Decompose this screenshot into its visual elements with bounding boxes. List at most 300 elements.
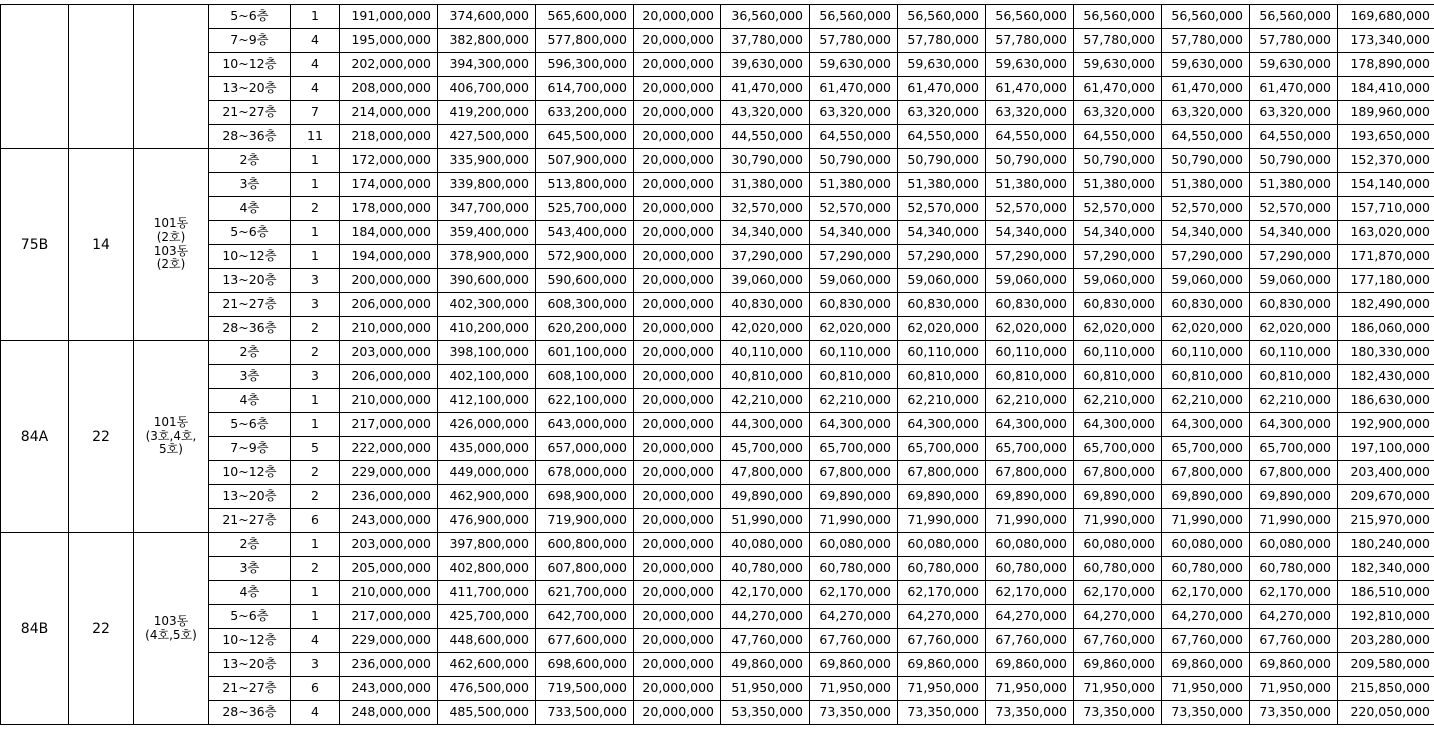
amount-cell: 57,780,000 [986, 29, 1074, 53]
amount-cell: 154,140,000 [1338, 173, 1434, 197]
amount-cell: 60,110,000 [1250, 341, 1338, 365]
amount-cell: 53,350,000 [721, 701, 810, 725]
amount-cell: 73,350,000 [898, 701, 986, 725]
table-row [1, 701, 1434, 725]
amount-cell: 398,100,000 [438, 341, 536, 365]
floor-cell: 13~20층 [209, 77, 291, 101]
amount-cell: 40,780,000 [721, 557, 810, 581]
amount-cell: 73,350,000 [986, 701, 1074, 725]
amount-cell: 406,700,000 [438, 77, 536, 101]
amount-cell: 69,890,000 [810, 485, 898, 509]
amount-cell: 178,890,000 [1338, 53, 1434, 77]
amount-cell: 44,270,000 [721, 605, 810, 629]
amount-cell: 169,680,000 [1338, 5, 1434, 29]
amount-cell: 203,280,000 [1338, 629, 1434, 653]
table-row [1, 53, 1434, 77]
table-row [1, 461, 1434, 485]
amount-cell: 359,400,000 [438, 221, 536, 245]
unit-type-cell: 75B [1, 149, 69, 341]
table-row [1, 293, 1434, 317]
amount-cell: 59,060,000 [1162, 269, 1250, 293]
floor-cell: 5~6층 [209, 221, 291, 245]
floor-cell: 10~12층 [209, 629, 291, 653]
amount-cell: 678,000,000 [536, 461, 634, 485]
table-row [1, 629, 1434, 653]
amount-cell: 54,340,000 [1162, 221, 1250, 245]
amount-cell: 52,570,000 [1250, 197, 1338, 221]
count-cell: 4 [291, 53, 340, 77]
floor-cell: 5~6층 [209, 605, 291, 629]
amount-cell: 60,780,000 [898, 557, 986, 581]
amount-cell: 191,000,000 [340, 5, 438, 29]
amount-cell: 426,000,000 [438, 413, 536, 437]
amount-cell: 42,020,000 [721, 317, 810, 341]
amount-cell: 69,890,000 [1250, 485, 1338, 509]
table-row [1, 221, 1434, 245]
amount-cell: 65,700,000 [1074, 437, 1162, 461]
amount-cell: 59,060,000 [898, 269, 986, 293]
building-cell [134, 533, 209, 725]
floor-cell: 5~6층 [209, 413, 291, 437]
amount-cell: 543,400,000 [536, 221, 634, 245]
amount-cell: 62,210,000 [1162, 389, 1250, 413]
amount-cell: 425,700,000 [438, 605, 536, 629]
amount-cell: 51,950,000 [721, 677, 810, 701]
amount-cell: 20,000,000 [634, 173, 721, 197]
amount-cell: 57,290,000 [810, 245, 898, 269]
amount-cell: 402,800,000 [438, 557, 536, 581]
amount-cell: 171,870,000 [1338, 245, 1434, 269]
amount-cell: 236,000,000 [340, 485, 438, 509]
amount-cell: 20,000,000 [634, 509, 721, 533]
amount-cell: 39,630,000 [721, 53, 810, 77]
amount-cell: 63,320,000 [810, 101, 898, 125]
unit-type-cell [1, 5, 69, 149]
table-row [1, 77, 1434, 101]
amount-cell: 71,990,000 [986, 509, 1074, 533]
count-cell: 4 [291, 629, 340, 653]
amount-cell: 61,470,000 [986, 77, 1074, 101]
amount-cell: 217,000,000 [340, 413, 438, 437]
amount-cell: 20,000,000 [634, 149, 721, 173]
table-row [1, 677, 1434, 701]
table-row [1, 653, 1434, 677]
amount-cell: 643,000,000 [536, 413, 634, 437]
floor-cell: 10~12층 [209, 245, 291, 269]
floor-cell: 21~27층 [209, 101, 291, 125]
floor-cell: 5~6층 [209, 5, 291, 29]
amount-cell: 217,000,000 [340, 605, 438, 629]
amount-cell: 210,000,000 [340, 317, 438, 341]
amount-cell: 61,470,000 [898, 77, 986, 101]
amount-cell: 67,800,000 [810, 461, 898, 485]
amount-cell: 69,860,000 [1162, 653, 1250, 677]
amount-cell: 642,700,000 [536, 605, 634, 629]
amount-cell: 335,900,000 [438, 149, 536, 173]
amount-cell: 61,470,000 [1162, 77, 1250, 101]
table-row [1, 413, 1434, 437]
unit-type-cell: 84A [1, 341, 69, 533]
amount-cell: 614,700,000 [536, 77, 634, 101]
count-cell: 3 [291, 365, 340, 389]
amount-cell: 69,860,000 [810, 653, 898, 677]
amount-cell: 44,550,000 [721, 125, 810, 149]
amount-cell: 698,900,000 [536, 485, 634, 509]
count-cell: 1 [291, 173, 340, 197]
amount-cell: 64,300,000 [1250, 413, 1338, 437]
building-label: 101동 [153, 215, 189, 230]
amount-cell: 397,800,000 [438, 533, 536, 557]
amount-cell: 184,410,000 [1338, 77, 1434, 101]
floor-cell: 4층 [209, 389, 291, 413]
amount-cell: 62,020,000 [1162, 317, 1250, 341]
amount-cell: 378,900,000 [438, 245, 536, 269]
amount-cell: 73,350,000 [810, 701, 898, 725]
amount-cell: 20,000,000 [634, 53, 721, 77]
amount-cell: 69,890,000 [1074, 485, 1162, 509]
amount-cell: 60,110,000 [1162, 341, 1250, 365]
floor-cell: 28~36층 [209, 701, 291, 725]
amount-cell: 20,000,000 [634, 77, 721, 101]
amount-cell: 419,200,000 [438, 101, 536, 125]
amount-cell: 60,080,000 [898, 533, 986, 557]
floor-cell: 3층 [209, 557, 291, 581]
floor-cell: 4층 [209, 197, 291, 221]
amount-cell: 60,080,000 [810, 533, 898, 557]
table-row [1, 389, 1434, 413]
amount-cell: 56,560,000 [1250, 5, 1338, 29]
count-cell: 2 [291, 317, 340, 341]
amount-cell: 390,600,000 [438, 269, 536, 293]
amount-cell: 719,500,000 [536, 677, 634, 701]
amount-cell: 20,000,000 [634, 389, 721, 413]
amount-cell: 20,000,000 [634, 461, 721, 485]
amount-cell: 64,270,000 [810, 605, 898, 629]
amount-cell: 51,380,000 [810, 173, 898, 197]
count-cell: 11 [291, 125, 340, 149]
amount-cell: 57,290,000 [1074, 245, 1162, 269]
amount-cell: 57,290,000 [1250, 245, 1338, 269]
unit-count-cell [69, 5, 134, 149]
amount-cell: 42,170,000 [721, 581, 810, 605]
amount-cell: 20,000,000 [634, 29, 721, 53]
amount-cell: 62,210,000 [810, 389, 898, 413]
amount-cell: 20,000,000 [634, 269, 721, 293]
amount-cell: 51,380,000 [1162, 173, 1250, 197]
price-table [0, 4, 1434, 725]
amount-cell: 64,550,000 [898, 125, 986, 149]
floor-cell: 7~9층 [209, 437, 291, 461]
amount-cell: 620,200,000 [536, 317, 634, 341]
amount-cell: 347,700,000 [438, 197, 536, 221]
amount-cell: 218,000,000 [340, 125, 438, 149]
amount-cell: 476,900,000 [438, 509, 536, 533]
amount-cell: 64,300,000 [810, 413, 898, 437]
count-cell: 4 [291, 701, 340, 725]
amount-cell: 56,560,000 [898, 5, 986, 29]
amount-cell: 40,830,000 [721, 293, 810, 317]
amount-cell: 733,500,000 [536, 701, 634, 725]
amount-cell: 20,000,000 [634, 365, 721, 389]
table-row [1, 29, 1434, 53]
table-row [1, 125, 1434, 149]
amount-cell: 645,500,000 [536, 125, 634, 149]
amount-cell: 189,960,000 [1338, 101, 1434, 125]
amount-cell: 20,000,000 [634, 5, 721, 29]
floor-cell: 13~20층 [209, 485, 291, 509]
amount-cell: 51,990,000 [721, 509, 810, 533]
amount-cell: 57,780,000 [1250, 29, 1338, 53]
amount-cell: 64,300,000 [986, 413, 1074, 437]
amount-cell: 56,560,000 [1162, 5, 1250, 29]
amount-cell: 50,790,000 [898, 149, 986, 173]
amount-cell: 65,700,000 [986, 437, 1074, 461]
amount-cell: 71,990,000 [1250, 509, 1338, 533]
table-row [1, 197, 1434, 221]
amount-cell: 525,700,000 [536, 197, 634, 221]
amount-cell: 71,950,000 [1250, 677, 1338, 701]
amount-cell: 412,100,000 [438, 389, 536, 413]
amount-cell: 177,180,000 [1338, 269, 1434, 293]
amount-cell: 209,580,000 [1338, 653, 1434, 677]
amount-cell: 50,790,000 [986, 149, 1074, 173]
amount-cell: 62,020,000 [1074, 317, 1162, 341]
amount-cell: 67,800,000 [898, 461, 986, 485]
count-cell: 1 [291, 245, 340, 269]
amount-cell: 64,550,000 [1162, 125, 1250, 149]
amount-cell: 51,380,000 [1250, 173, 1338, 197]
amount-cell: 59,630,000 [986, 53, 1074, 77]
amount-cell: 20,000,000 [634, 653, 721, 677]
amount-cell: 20,000,000 [634, 605, 721, 629]
floor-cell: 7~9층 [209, 29, 291, 53]
unit-count-cell: 22 [69, 533, 134, 725]
amount-cell: 67,800,000 [1074, 461, 1162, 485]
amount-cell: 60,110,000 [810, 341, 898, 365]
count-cell: 1 [291, 413, 340, 437]
amount-cell: 30,790,000 [721, 149, 810, 173]
amount-cell: 577,800,000 [536, 29, 634, 53]
amount-cell: 174,000,000 [340, 173, 438, 197]
count-cell: 5 [291, 437, 340, 461]
amount-cell: 69,890,000 [986, 485, 1074, 509]
table-row [1, 317, 1434, 341]
amount-cell: 20,000,000 [634, 701, 721, 725]
amount-cell: 20,000,000 [634, 293, 721, 317]
amount-cell: 178,000,000 [340, 197, 438, 221]
amount-cell: 40,110,000 [721, 341, 810, 365]
amount-cell: 20,000,000 [634, 533, 721, 557]
amount-cell: 59,630,000 [810, 53, 898, 77]
amount-cell: 62,170,000 [898, 581, 986, 605]
amount-cell: 608,100,000 [536, 365, 634, 389]
amount-cell: 182,340,000 [1338, 557, 1434, 581]
amount-cell: 69,860,000 [1074, 653, 1162, 677]
amount-cell: 65,700,000 [898, 437, 986, 461]
amount-cell: 382,800,000 [438, 29, 536, 53]
amount-cell: 60,110,000 [986, 341, 1074, 365]
amount-cell: 64,270,000 [1162, 605, 1250, 629]
table-row [1, 485, 1434, 509]
amount-cell: 60,830,000 [1162, 293, 1250, 317]
building-label: (2호) [156, 229, 186, 244]
amount-cell: 182,490,000 [1338, 293, 1434, 317]
amount-cell: 63,320,000 [898, 101, 986, 125]
amount-cell: 64,300,000 [1074, 413, 1162, 437]
amount-cell: 157,710,000 [1338, 197, 1434, 221]
amount-cell: 71,990,000 [810, 509, 898, 533]
amount-cell: 60,810,000 [1074, 365, 1162, 389]
amount-cell: 63,320,000 [986, 101, 1074, 125]
amount-cell: 52,570,000 [986, 197, 1074, 221]
amount-cell: 194,000,000 [340, 245, 438, 269]
amount-cell: 37,780,000 [721, 29, 810, 53]
amount-cell: 205,000,000 [340, 557, 438, 581]
amount-cell: 186,510,000 [1338, 581, 1434, 605]
amount-cell: 20,000,000 [634, 245, 721, 269]
amount-cell: 203,000,000 [340, 341, 438, 365]
amount-cell: 62,170,000 [810, 581, 898, 605]
floor-cell: 3층 [209, 365, 291, 389]
amount-cell: 427,500,000 [438, 125, 536, 149]
amount-cell: 719,900,000 [536, 509, 634, 533]
amount-cell: 57,780,000 [810, 29, 898, 53]
amount-cell: 243,000,000 [340, 509, 438, 533]
amount-cell: 73,350,000 [1074, 701, 1162, 725]
amount-cell: 206,000,000 [340, 293, 438, 317]
amount-cell: 64,300,000 [898, 413, 986, 437]
amount-cell: 63,320,000 [1162, 101, 1250, 125]
amount-cell: 41,470,000 [721, 77, 810, 101]
floor-cell: 13~20층 [209, 653, 291, 677]
amount-cell: 62,170,000 [986, 581, 1074, 605]
amount-cell: 61,470,000 [810, 77, 898, 101]
amount-cell: 195,000,000 [340, 29, 438, 53]
amount-cell: 339,800,000 [438, 173, 536, 197]
amount-cell: 163,020,000 [1338, 221, 1434, 245]
amount-cell: 193,650,000 [1338, 125, 1434, 149]
amount-cell: 206,000,000 [340, 365, 438, 389]
amount-cell: 20,000,000 [634, 125, 721, 149]
amount-cell: 20,000,000 [634, 437, 721, 461]
table-row [1, 245, 1434, 269]
table-row [1, 173, 1434, 197]
amount-cell: 62,170,000 [1162, 581, 1250, 605]
amount-cell: 203,400,000 [1338, 461, 1434, 485]
amount-cell: 214,000,000 [340, 101, 438, 125]
count-cell: 1 [291, 581, 340, 605]
amount-cell: 607,800,000 [536, 557, 634, 581]
table-row [1, 101, 1434, 125]
amount-cell: 180,240,000 [1338, 533, 1434, 557]
amount-cell: 622,100,000 [536, 389, 634, 413]
floor-cell: 2층 [209, 533, 291, 557]
amount-cell: 601,100,000 [536, 341, 634, 365]
amount-cell: 59,060,000 [986, 269, 1074, 293]
amount-cell: 62,020,000 [986, 317, 1074, 341]
count-cell: 2 [291, 197, 340, 221]
amount-cell: 67,760,000 [810, 629, 898, 653]
amount-cell: 462,600,000 [438, 653, 536, 677]
amount-cell: 60,810,000 [810, 365, 898, 389]
amount-cell: 411,700,000 [438, 581, 536, 605]
amount-cell: 50,790,000 [1162, 149, 1250, 173]
amount-cell: 60,080,000 [1074, 533, 1162, 557]
amount-cell: 56,560,000 [986, 5, 1074, 29]
amount-cell: 59,630,000 [898, 53, 986, 77]
amount-cell: 62,020,000 [810, 317, 898, 341]
amount-cell: 596,300,000 [536, 53, 634, 77]
amount-cell: 435,000,000 [438, 437, 536, 461]
amount-cell: 590,600,000 [536, 269, 634, 293]
amount-cell: 39,060,000 [721, 269, 810, 293]
amount-cell: 62,170,000 [1250, 581, 1338, 605]
table-row [1, 5, 1434, 29]
amount-cell: 60,110,000 [898, 341, 986, 365]
amount-cell: 52,570,000 [898, 197, 986, 221]
amount-cell: 698,600,000 [536, 653, 634, 677]
table-row [1, 533, 1434, 557]
amount-cell: 71,950,000 [1162, 677, 1250, 701]
amount-cell: 229,000,000 [340, 629, 438, 653]
amount-cell: 215,970,000 [1338, 509, 1434, 533]
amount-cell: 59,060,000 [810, 269, 898, 293]
amount-cell: 71,950,000 [986, 677, 1074, 701]
table-row [1, 605, 1434, 629]
amount-cell: 410,200,000 [438, 317, 536, 341]
amount-cell: 621,700,000 [536, 581, 634, 605]
count-cell: 7 [291, 101, 340, 125]
amount-cell: 60,780,000 [1074, 557, 1162, 581]
table-row [1, 341, 1434, 365]
amount-cell: 71,950,000 [898, 677, 986, 701]
amount-cell: 60,080,000 [1250, 533, 1338, 557]
amount-cell: 20,000,000 [634, 341, 721, 365]
amount-cell: 202,000,000 [340, 53, 438, 77]
floor-cell: 28~36층 [209, 317, 291, 341]
amount-cell: 69,890,000 [1162, 485, 1250, 509]
amount-cell: 71,950,000 [810, 677, 898, 701]
amount-cell: 633,200,000 [536, 101, 634, 125]
amount-cell: 59,060,000 [1250, 269, 1338, 293]
amount-cell: 20,000,000 [634, 581, 721, 605]
amount-cell: 49,860,000 [721, 653, 810, 677]
building-label: (3호,4호, [145, 428, 197, 443]
count-cell: 2 [291, 461, 340, 485]
unit-count-cell: 22 [69, 341, 134, 533]
amount-cell: 64,550,000 [1250, 125, 1338, 149]
amount-cell: 71,990,000 [898, 509, 986, 533]
amount-cell: 59,630,000 [1250, 53, 1338, 77]
amount-cell: 67,760,000 [1250, 629, 1338, 653]
count-cell: 3 [291, 269, 340, 293]
amount-cell: 49,890,000 [721, 485, 810, 509]
count-cell: 2 [291, 485, 340, 509]
building-cell [134, 341, 209, 533]
amount-cell: 60,830,000 [810, 293, 898, 317]
count-cell: 1 [291, 605, 340, 629]
amount-cell: 20,000,000 [634, 317, 721, 341]
amount-cell: 57,290,000 [898, 245, 986, 269]
floor-cell: 28~36층 [209, 125, 291, 149]
amount-cell: 476,500,000 [438, 677, 536, 701]
amount-cell: 69,860,000 [1250, 653, 1338, 677]
count-cell: 3 [291, 653, 340, 677]
floor-cell: 10~12층 [209, 461, 291, 485]
amount-cell: 210,000,000 [340, 389, 438, 413]
amount-cell: 43,320,000 [721, 101, 810, 125]
amount-cell: 248,000,000 [340, 701, 438, 725]
